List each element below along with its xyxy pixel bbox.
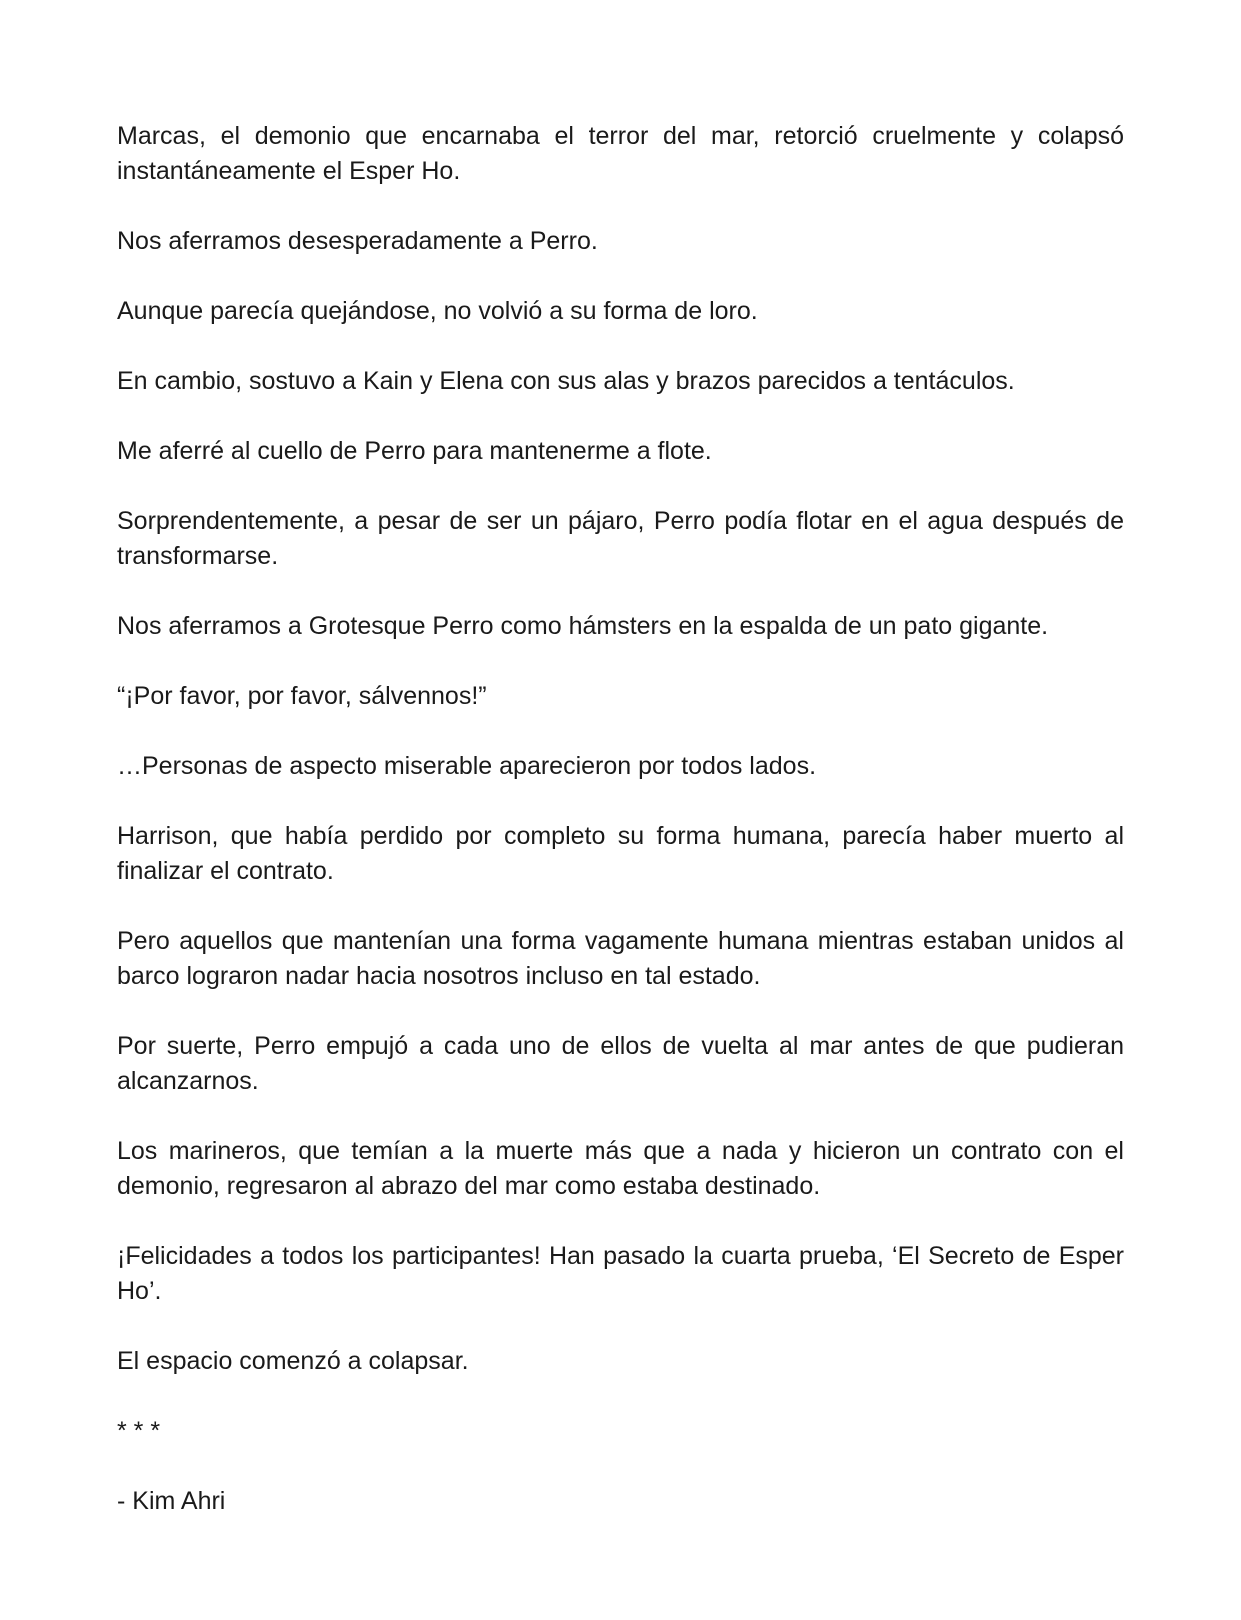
- paragraph-12: Por suerte, Perro empujó a cada uno de ellos de vuelta al mar antes de que pudieran alcanzarnos.: [117, 1032, 1124, 1095]
- paragraph-4: En cambio, sostuvo a Kain y Elena con sus alas y brazos parecidos a tentáculos.: [117, 367, 1015, 395]
- section-separator: * * *: [117, 1417, 161, 1445]
- paragraph-2: Nos aferramos desesperadamente a Perro.: [117, 227, 598, 255]
- paragraph-9: …Personas de aspecto miserable aparecieron por todos lados.: [117, 752, 817, 780]
- author-signature: - Kim Ahri: [117, 1487, 226, 1515]
- paragraph-8: “¡Por favor, por favor, sálvennos!”: [117, 682, 487, 710]
- paragraph-15: El espacio comenzó a colapsar.: [117, 1347, 469, 1375]
- document-body: [117, 119, 1124, 1554]
- paragraph-3: Aunque parecía quejándose, no volvió a su forma de loro.: [117, 297, 758, 325]
- paragraph-14: ¡Felicidades a todos los participantes! Han pasado la cuarta prueba, ‘El Secreto de Esper Ho’.: [117, 1242, 1124, 1305]
- paragraph-10: Harrison, que había perdido por completo su forma humana, parecía haber muerto al finalizar el contrato.: [117, 822, 1124, 885]
- paragraph-11: Pero aquellos que mantenían una forma vagamente humana mientras estaban unidos al barco lograron nadar hacia nosotros incluso en tal estado.: [117, 927, 1124, 990]
- paragraph-7: Nos aferramos a Grotesque Perro como hámsters en la espalda de un pato gigante.: [117, 612, 1049, 640]
- paragraph-13: Los marineros, que temían a la muerte más que a nada y hicieron un contrato con el demonio, regresaron al abrazo del mar como estaba destinado.: [117, 1137, 1124, 1200]
- paragraph-5: Me aferré al cuello de Perro para mantenerme a flote.: [117, 437, 712, 465]
- paragraph-1: Marcas, el demonio que encarnaba el terror del mar, retorció cruelmente y colapsó instantáneamente el Esper Ho.: [117, 122, 1124, 185]
- paragraph-6: Sorprendentemente, a pesar de ser un pájaro, Perro podía flotar en el agua después de transformarse.: [117, 507, 1124, 570]
